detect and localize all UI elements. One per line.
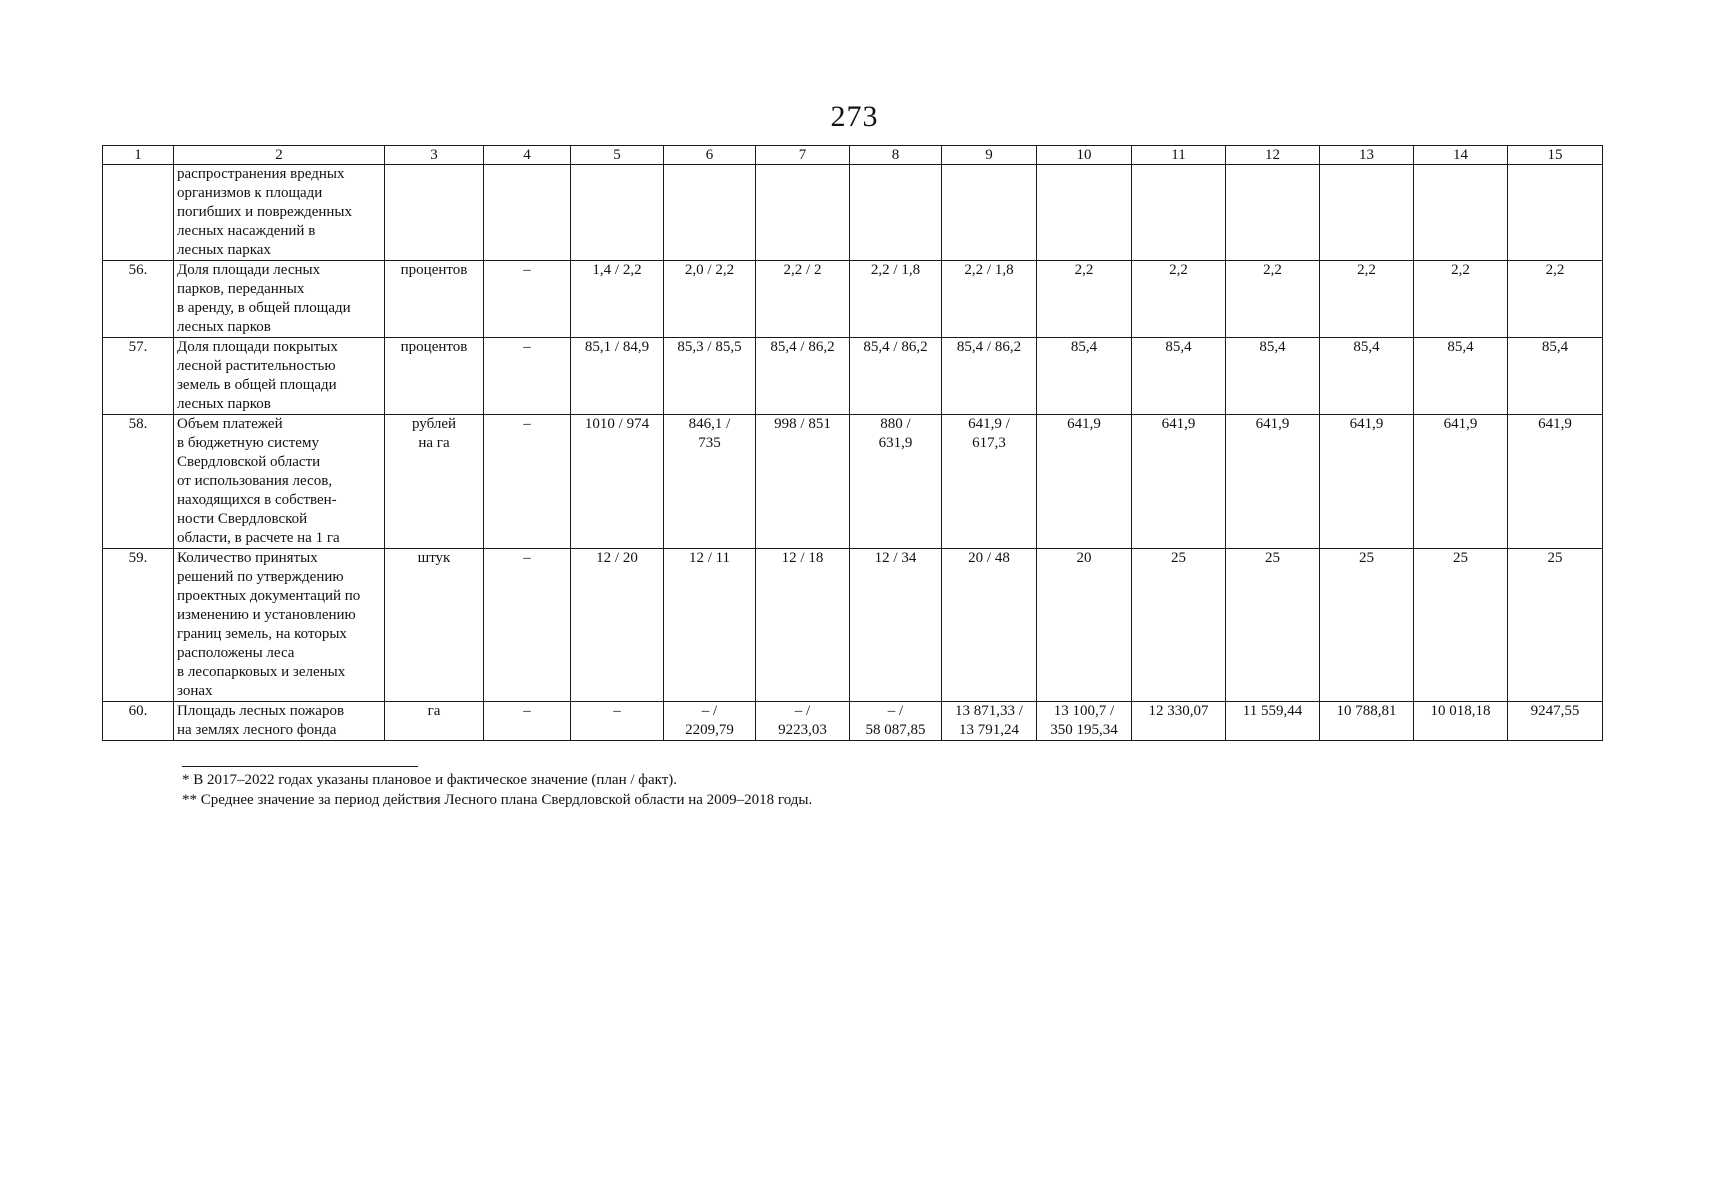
value-cell: 846,1 / 735 [664,415,756,549]
column-header: 10 [1037,146,1132,165]
value-cell: 85,4 [1132,338,1226,415]
value-cell: 641,9 [1132,415,1226,549]
value-cell: 1,4 / 2,2 [571,261,664,338]
value-cell [1037,165,1132,261]
value-cell: 85,4 / 86,2 [756,338,850,415]
value-cell: 11 559,44 [1226,702,1320,741]
column-header: 15 [1508,146,1603,165]
value-cell: 641,9 [1320,415,1414,549]
value-cell: 998 / 851 [756,415,850,549]
column-header: 1 [103,146,174,165]
value-cell: 12 / 20 [571,549,664,702]
value-cell: 12 330,07 [1132,702,1226,741]
column-header: 6 [664,146,756,165]
value-cell: – [484,338,571,415]
value-cell [571,165,664,261]
value-cell: 641,9 [1226,415,1320,549]
column-header: 12 [1226,146,1320,165]
value-cell: – [571,702,664,741]
value-cell [1508,165,1603,261]
unit-cell: процентов [385,338,484,415]
unit-cell: га [385,702,484,741]
value-cell: 85,4 [1414,338,1508,415]
row-number: 57. [103,338,174,415]
unit-cell: штук [385,549,484,702]
value-cell: 85,4 / 86,2 [850,338,942,415]
value-cell: – [484,549,571,702]
indicator-name: Количество принятых решений по утверждению проектных документаций по изменению и установлению границ земель, на которых расположены леса в лесопарковых и зеленых зонах [174,549,385,702]
value-cell: 641,9 [1414,415,1508,549]
row-number: 58. [103,415,174,549]
value-cell: 13 100,7 / 350 195,34 [1037,702,1132,741]
value-cell: 20 [1037,549,1132,702]
value-cell: 2,2 [1132,261,1226,338]
value-cell: 2,2 [1508,261,1603,338]
value-cell: 25 [1508,549,1603,702]
value-cell [1320,165,1414,261]
value-cell: 13 871,33 / 13 791,24 [942,702,1037,741]
value-cell: 2,2 [1414,261,1508,338]
value-cell: 25 [1320,549,1414,702]
value-cell: 641,9 [1037,415,1132,549]
page-number: 273 [830,100,879,133]
table-row [103,261,1603,338]
value-cell: 9247,55 [1508,702,1603,741]
value-cell: 85,4 [1037,338,1132,415]
value-cell: 85,1 / 84,9 [571,338,664,415]
value-cell: 85,4 / 86,2 [942,338,1037,415]
value-cell: 880 / 631,9 [850,415,942,549]
value-cell: – / 9223,03 [756,702,850,741]
column-header: 7 [756,146,850,165]
value-cell: – / 2209,79 [664,702,756,741]
data-table [102,145,1603,741]
footnote: ** Среднее значение за период действия Лесного плана Свердловской области на 2009–2018 годы. [182,792,813,808]
value-cell: 85,4 [1508,338,1603,415]
column-header: 4 [484,146,571,165]
value-cell: 12 / 11 [664,549,756,702]
value-cell: 10 018,18 [1414,702,1508,741]
indicator-name: распространения вредных организмов к площади погибших и поврежденных лесных насаждений в лесных парках [174,165,385,261]
table-row [103,415,1603,549]
value-cell: 25 [1226,549,1320,702]
column-header: 9 [942,146,1037,165]
column-header: 13 [1320,146,1414,165]
column-header: 14 [1414,146,1508,165]
value-cell: 641,9 [1508,415,1603,549]
indicator-name: Доля площади лесных парков, переданных в аренду, в общей площади лесных парков [174,261,385,338]
unit-cell [385,165,484,261]
footnote: * В 2017–2022 годах указаны плановое и фактическое значение (план / факт). [182,772,678,788]
value-cell [1226,165,1320,261]
column-header: 11 [1132,146,1226,165]
table-row [103,702,1603,741]
footnote-divider [182,766,418,767]
value-cell: 25 [1132,549,1226,702]
table-row [103,549,1603,702]
value-cell: – [484,415,571,549]
value-cell: 2,2 [1037,261,1132,338]
header-row [103,146,1603,165]
value-cell [756,165,850,261]
value-cell: 2,2 [1226,261,1320,338]
column-header: 3 [385,146,484,165]
indicator-name: Доля площади покрытых лесной растительностью земель в общей площади лесных парков [174,338,385,415]
value-cell: – / 58 087,85 [850,702,942,741]
value-cell [1414,165,1508,261]
footnotes [182,770,812,810]
value-cell: 2,2 / 2 [756,261,850,338]
value-cell: 2,2 / 1,8 [850,261,942,338]
value-cell [942,165,1037,261]
value-cell: 2,2 / 1,8 [942,261,1037,338]
value-cell [1132,165,1226,261]
unit-cell: процентов [385,261,484,338]
value-cell [484,165,571,261]
value-cell: 1010 / 974 [571,415,664,549]
value-cell: 2,2 [1320,261,1414,338]
value-cell: 12 / 18 [756,549,850,702]
value-cell: 25 [1414,549,1508,702]
indicator-name: Объем платежей в бюджетную систему Свердловской области от использования лесов, находящихся в собствен- ности Свердловской области, в расчете на 1 га [174,415,385,549]
table-row [103,165,1603,261]
value-cell: 20 / 48 [942,549,1037,702]
value-cell: 10 788,81 [1320,702,1414,741]
row-number: 60. [103,702,174,741]
value-cell: 85,4 [1226,338,1320,415]
value-cell [850,165,942,261]
value-cell: 85,4 [1320,338,1414,415]
value-cell: 641,9 / 617,3 [942,415,1037,549]
value-cell: 2,0 / 2,2 [664,261,756,338]
row-number: 59. [103,549,174,702]
column-header: 2 [174,146,385,165]
row-number [103,165,174,261]
value-cell: 85,3 / 85,5 [664,338,756,415]
value-cell: – [484,261,571,338]
unit-cell: рублей на га [385,415,484,549]
row-number: 56. [103,261,174,338]
value-cell: – [484,702,571,741]
indicator-name: Площадь лесных пожаров на землях лесного фонда [174,702,385,741]
value-cell: 12 / 34 [850,549,942,702]
table-row [103,338,1603,415]
column-header: 8 [850,146,942,165]
column-header: 5 [571,146,664,165]
value-cell [664,165,756,261]
